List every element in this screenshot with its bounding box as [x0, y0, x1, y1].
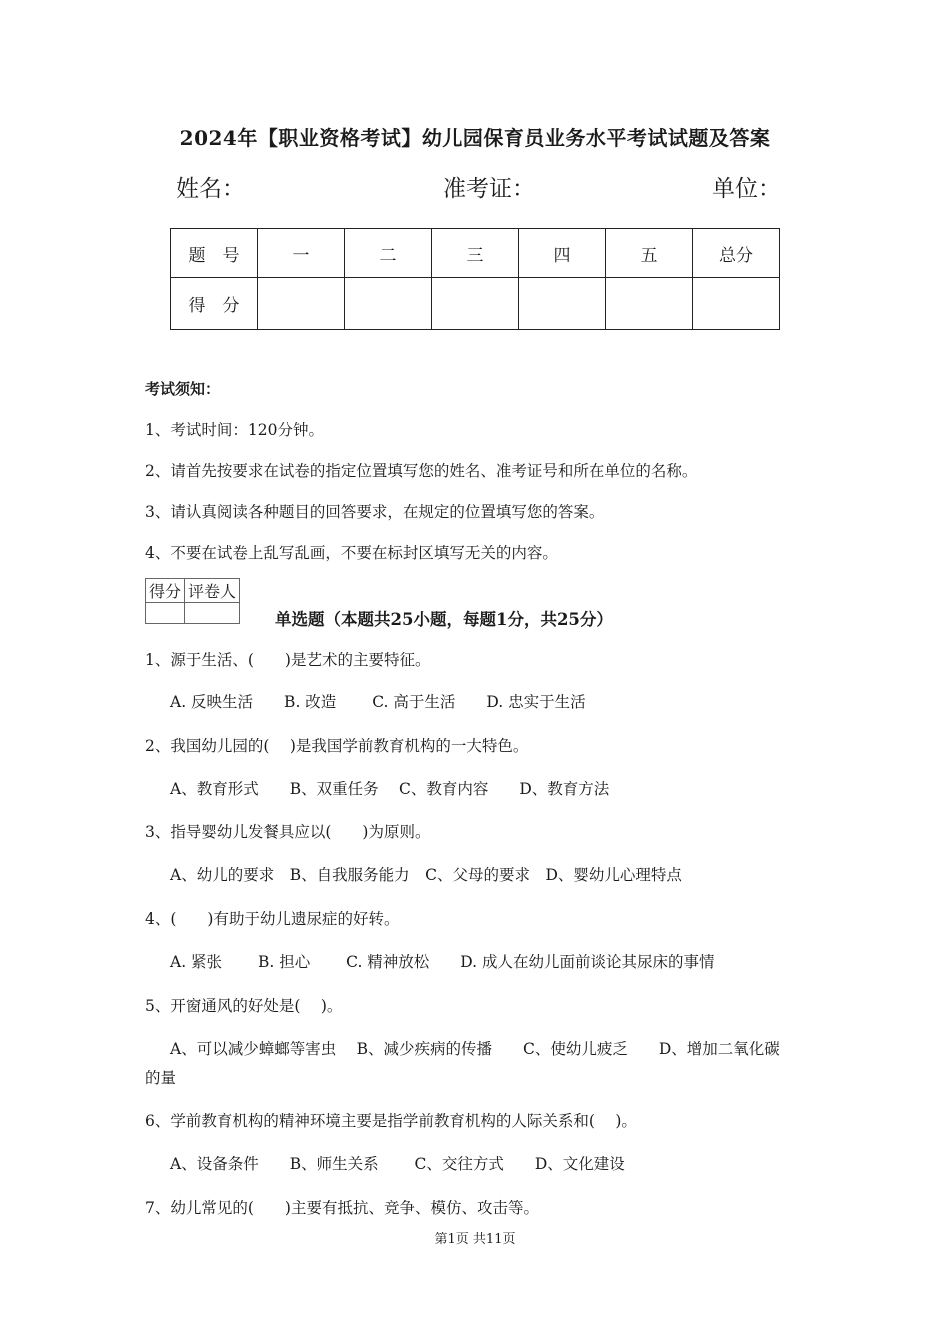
unit-label: 单位：	[712, 176, 781, 202]
score-header-cell: 题 号	[171, 229, 258, 278]
question-options: A、幼儿的要求 B、自我服务能力 C、父母的要求 D、婴幼儿心理特点	[170, 866, 682, 884]
notice-item: 2、请首先按要求在试卷的指定位置填写您的姓名、准考证号和所在单位的名称。	[145, 462, 698, 480]
score-cell[interactable]	[345, 278, 432, 330]
score-cell[interactable]	[519, 278, 606, 330]
score-cell[interactable]	[432, 278, 519, 330]
question-options-wrap: 的量	[145, 1069, 177, 1087]
grader-score-cell[interactable]	[146, 603, 185, 624]
question-options: A. 反映生活 B. 改造 C. 高于生活 D. 忠实于生活	[170, 693, 586, 711]
question-text: 2、我国幼儿园的( )是我国学前教育机构的一大特色。	[145, 737, 529, 755]
score-cell[interactable]	[258, 278, 345, 330]
score-row-label: 得 分	[171, 278, 258, 330]
exam-number-label: 准考证：	[443, 176, 535, 202]
score-header-cell: 五	[606, 229, 693, 278]
question-options: A. 紧张 B. 担心 C. 精神放松 D. 成人在幼儿面前谈论其尿床的事情	[170, 953, 715, 971]
page-footer: 第1页 共11页	[434, 1232, 516, 1247]
page-title: 2024年【职业资格考试】幼儿园保育员业务水平考试试题及答案	[179, 126, 771, 150]
question-text: 7、幼儿常见的( )主要有抵抗、竞争、模仿、攻击等。	[145, 1199, 539, 1217]
score-header-cell: 一	[258, 229, 345, 278]
notice-heading: 考试须知：	[145, 380, 221, 398]
name-label: 姓名：	[176, 176, 245, 202]
score-table	[170, 228, 780, 330]
question-options: A、可以减少蟑螂等害虫 B、减少疾病的传播 C、使幼儿疲乏 D、增加二氧化碳	[170, 1040, 780, 1058]
grader-name-label: 评卷人	[185, 579, 240, 603]
question-text: 1、源于生活、( )是艺术的主要特征。	[145, 651, 431, 669]
score-header-cell: 四	[519, 229, 606, 278]
notice-item: 3、请认真阅读各种题目的回答要求，在规定的位置填写您的答案。	[145, 503, 605, 521]
score-cell[interactable]	[693, 278, 780, 330]
score-header-cell: 二	[345, 229, 432, 278]
question-text: 4、( )有助于幼儿遗尿症的好转。	[145, 910, 400, 928]
notice-item: 1、考试时间：120分钟。	[145, 421, 324, 439]
score-header-cell: 三	[432, 229, 519, 278]
score-header-cell: 总分	[693, 229, 780, 278]
question-options: A、教育形式 B、双重任务 C、教育内容 D、教育方法	[170, 780, 610, 798]
score-cell[interactable]	[606, 278, 693, 330]
grader-score-label: 得分	[146, 579, 185, 603]
question-options: A、设备条件 B、师生关系 C、交往方式 D、文化建设	[170, 1155, 625, 1173]
section-title: 单选题（本题共25小题，每题1分，共25分）	[275, 610, 613, 629]
score-table-score-row	[171, 278, 780, 330]
score-table-header-row	[171, 229, 780, 278]
notice-item: 4、不要在试卷上乱写乱画，不要在标封区填写无关的内容。	[145, 544, 558, 562]
grader-box	[145, 578, 240, 624]
grader-name-cell[interactable]	[185, 603, 240, 624]
question-text: 3、指导婴幼儿发餐具应以( )为原则。	[145, 823, 431, 841]
question-text: 5、开窗通风的好处是( )。	[145, 997, 343, 1015]
question-text: 6、学前教育机构的精神环境主要是指学前教育机构的人际关系和( )。	[145, 1112, 637, 1130]
